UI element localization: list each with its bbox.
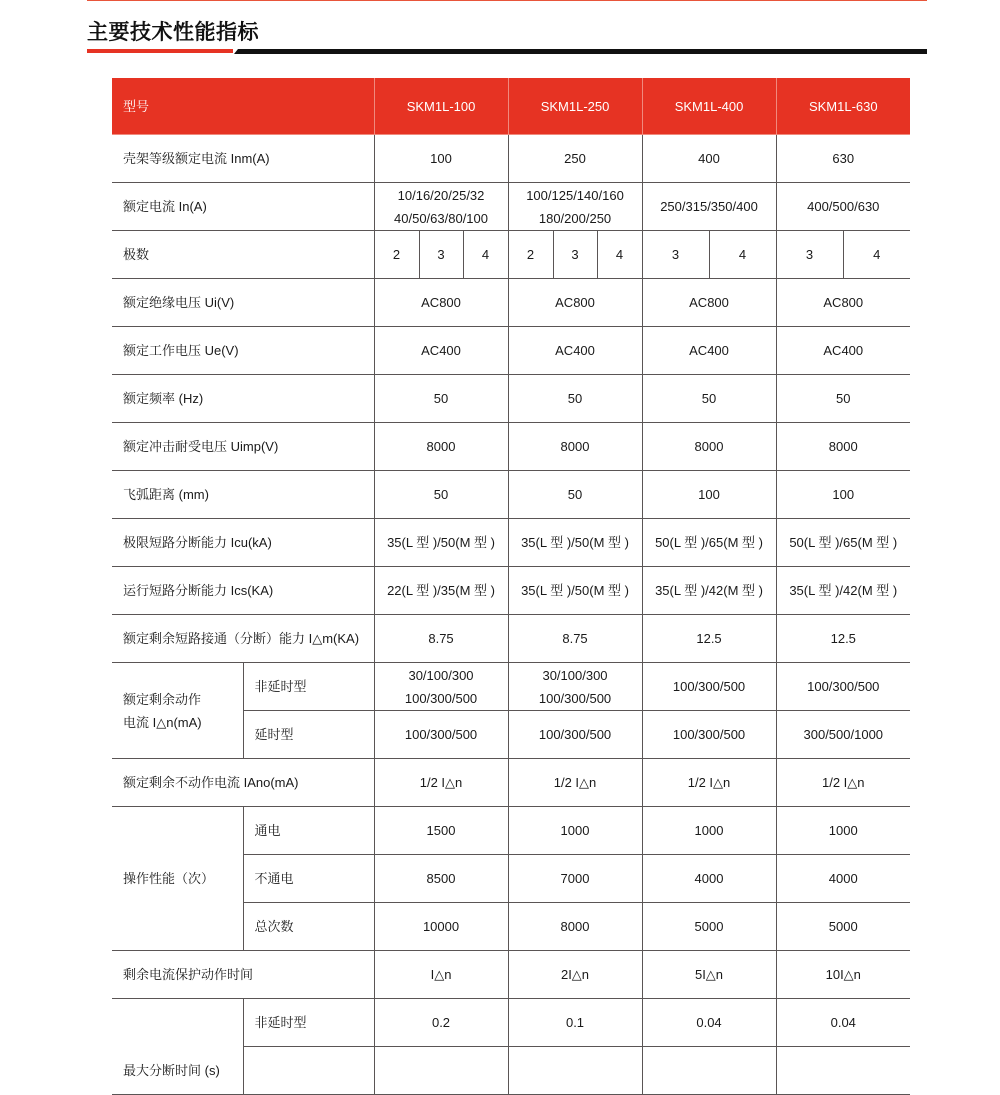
label-line: 额定剩余动作 xyxy=(123,691,202,707)
cell: 50 xyxy=(776,375,910,423)
cell: 0.2 xyxy=(374,999,508,1047)
cell: 8500 xyxy=(374,855,508,903)
table-row xyxy=(112,951,910,999)
cell: 8000 xyxy=(776,423,910,471)
cell: 400 xyxy=(642,135,776,183)
row-label: 额定剩余不动作电流 IAno(mA) xyxy=(112,759,374,807)
cell: 8000 xyxy=(642,423,776,471)
cell xyxy=(508,1047,642,1095)
header-model: SKM1L-250 xyxy=(508,78,642,135)
sub-row-label: 非延时型 xyxy=(243,999,374,1047)
row-group-label xyxy=(112,663,243,759)
table-row xyxy=(112,663,910,711)
table-row xyxy=(112,759,910,807)
table-row xyxy=(112,231,910,279)
row-label: 运行短路分断能力 Ics(KA) xyxy=(112,567,374,615)
cell: 50(L 型 )/65(M 型 ) xyxy=(776,519,910,567)
sub-row-label: 不通电 xyxy=(243,855,374,903)
cell: 10000 xyxy=(374,903,508,951)
sub-row-label: 通电 xyxy=(243,807,374,855)
cell: 300/500/1000 xyxy=(776,711,910,759)
cell: 100/300/500 xyxy=(642,663,776,711)
table-row xyxy=(112,327,910,375)
row-label: 额定工作电压 Ue(V) xyxy=(112,327,374,375)
cell: 50 xyxy=(374,471,508,519)
cell-line: 100/300/500 xyxy=(404,690,478,706)
row-label: 飞弧距离 (mm) xyxy=(112,471,374,519)
row-label: 额定频率 (Hz) xyxy=(112,375,374,423)
row-label: 额定绝缘电压 Ui(V) xyxy=(112,279,374,327)
cell: 1500 xyxy=(374,807,508,855)
top-rule xyxy=(87,0,927,1)
cell: 2 xyxy=(508,231,553,279)
header-model: SKM1L-400 xyxy=(642,78,776,135)
cell: 1/2 I△n xyxy=(508,759,642,807)
cell xyxy=(508,663,642,711)
row-group-label: 最大分断时间 (s) xyxy=(112,999,243,1095)
cell: 400/500/630 xyxy=(776,183,910,231)
cell: 2 xyxy=(374,231,419,279)
cell: 22(L 型 )/35(M 型 ) xyxy=(374,567,508,615)
cell: 3 xyxy=(642,231,709,279)
sub-row-label: 总次数 xyxy=(243,903,374,951)
label-line: 电流 I△n(mA) xyxy=(123,714,202,730)
cell-line: 30/100/300 xyxy=(408,667,474,683)
cell-line: 10/16/20/25/32 xyxy=(397,187,485,203)
cell: 5000 xyxy=(642,903,776,951)
cell: 10I△n xyxy=(776,951,910,999)
cell: 50 xyxy=(508,471,642,519)
table-row xyxy=(112,183,910,231)
cell: 3 xyxy=(553,231,597,279)
section-title: 主要技术性能指标 xyxy=(87,21,259,44)
cell: 1000 xyxy=(776,807,910,855)
table-header-row xyxy=(112,78,910,135)
cell xyxy=(374,183,508,231)
cell: 8000 xyxy=(508,903,642,951)
cell xyxy=(642,1047,776,1095)
cell: 35(L 型 )/42(M 型 ) xyxy=(642,567,776,615)
cell: 4000 xyxy=(642,855,776,903)
table-row xyxy=(112,471,910,519)
header-model: SKM1L-100 xyxy=(374,78,508,135)
spec-table xyxy=(112,78,910,1095)
cell: 3 xyxy=(419,231,463,279)
cell: 8.75 xyxy=(374,615,508,663)
cell: AC400 xyxy=(776,327,910,375)
cell: 5000 xyxy=(776,903,910,951)
cell: 8000 xyxy=(508,423,642,471)
cell: 4 xyxy=(463,231,508,279)
cell-line: 100/300/500 xyxy=(538,690,612,706)
table-row xyxy=(112,519,910,567)
cell: 4 xyxy=(843,231,910,279)
header-model: SKM1L-630 xyxy=(776,78,910,135)
cell: 7000 xyxy=(508,855,642,903)
row-label: 壳架等级额定电流 Inm(A) xyxy=(112,135,374,183)
cell: AC800 xyxy=(776,279,910,327)
row-label: 极限短路分断能力 Icu(kA) xyxy=(112,519,374,567)
cell: 4 xyxy=(597,231,642,279)
sub-row-label xyxy=(243,1047,374,1095)
cell: 1/2 I△n xyxy=(374,759,508,807)
cell: 250 xyxy=(508,135,642,183)
cell: 100 xyxy=(642,471,776,519)
table-row xyxy=(112,807,910,855)
cell: 50 xyxy=(508,375,642,423)
title-underline-accent xyxy=(87,49,233,53)
table-row xyxy=(112,423,910,471)
header-model-label: 型号 xyxy=(112,78,374,135)
cell: 35(L 型 )/50(M 型 ) xyxy=(508,519,642,567)
cell xyxy=(508,183,642,231)
cell: 100/300/500 xyxy=(508,711,642,759)
cell: 12.5 xyxy=(642,615,776,663)
cell: 1/2 I△n xyxy=(642,759,776,807)
cell: 1/2 I△n xyxy=(776,759,910,807)
cell: 100/300/500 xyxy=(374,711,508,759)
cell: AC800 xyxy=(374,279,508,327)
cell-line: 180/200/250 xyxy=(538,210,612,226)
row-label: 极数 xyxy=(112,231,374,279)
cell: 630 xyxy=(776,135,910,183)
cell: 35(L 型 )/42(M 型 ) xyxy=(776,567,910,615)
cell: 1000 xyxy=(508,807,642,855)
table-row xyxy=(112,999,910,1047)
cell: 2I△n xyxy=(508,951,642,999)
cell: 3 xyxy=(776,231,843,279)
cell xyxy=(776,1047,910,1095)
table-row xyxy=(112,567,910,615)
cell: 0.04 xyxy=(776,999,910,1047)
title-underline xyxy=(234,49,927,54)
sub-row-label: 延时型 xyxy=(243,711,374,759)
cell: I△n xyxy=(374,951,508,999)
cell xyxy=(374,663,508,711)
cell: AC800 xyxy=(642,279,776,327)
cell: 4 xyxy=(709,231,776,279)
cell: 0.04 xyxy=(642,999,776,1047)
row-label: 额定冲击耐受电压 Uimp(V) xyxy=(112,423,374,471)
cell: AC400 xyxy=(374,327,508,375)
cell: 1000 xyxy=(642,807,776,855)
cell-line: 30/100/300 xyxy=(542,667,608,683)
cell: 35(L 型 )/50(M 型 ) xyxy=(508,567,642,615)
cell: AC800 xyxy=(508,279,642,327)
cell: 8.75 xyxy=(508,615,642,663)
cell: 50 xyxy=(374,375,508,423)
cell-line: 100/125/140/160 xyxy=(526,187,624,203)
cell: 50(L 型 )/65(M 型 ) xyxy=(642,519,776,567)
cell: 8000 xyxy=(374,423,508,471)
cell: 250/315/350/400 xyxy=(642,183,776,231)
row-label: 剩余电流保护动作时间 xyxy=(112,951,374,999)
cell xyxy=(374,1047,508,1095)
cell: 50 xyxy=(642,375,776,423)
cell: 12.5 xyxy=(776,615,910,663)
cell: 100/300/500 xyxy=(642,711,776,759)
cell: 100/300/500 xyxy=(776,663,910,711)
cell: 5I△n xyxy=(642,951,776,999)
cell: 4000 xyxy=(776,855,910,903)
cell: 0.1 xyxy=(508,999,642,1047)
cell: 35(L 型 )/50(M 型 ) xyxy=(374,519,508,567)
cell: 100 xyxy=(374,135,508,183)
cell: AC400 xyxy=(642,327,776,375)
table-row xyxy=(112,279,910,327)
table-row xyxy=(112,615,910,663)
cell-line: 40/50/63/80/100 xyxy=(394,210,488,226)
cell: AC400 xyxy=(508,327,642,375)
row-group-label: 操作性能（次） xyxy=(112,807,243,951)
cell: 100 xyxy=(776,471,910,519)
table-row xyxy=(112,135,910,183)
row-label: 额定剩余短路接通（分断）能力 I△m(KA) xyxy=(112,615,374,663)
sub-row-label: 非延时型 xyxy=(243,663,374,711)
table-row xyxy=(112,375,910,423)
row-label: 额定电流 In(A) xyxy=(112,183,374,231)
